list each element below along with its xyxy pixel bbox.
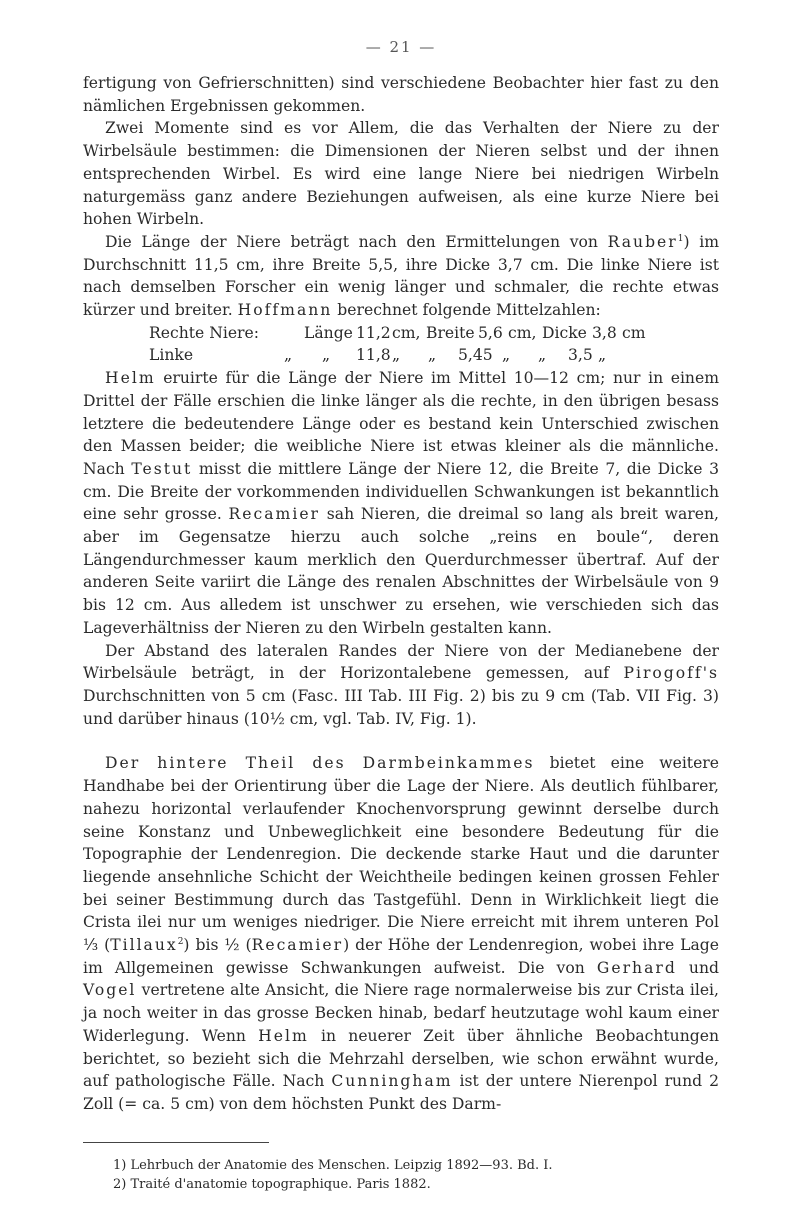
footnote-ref-1: 1 bbox=[677, 233, 684, 244]
author-pirogoff: Pirogoff's bbox=[623, 664, 719, 683]
body-text bbox=[83, 72, 719, 1116]
section-lead: Der hintere Theil des Darmbeinkammes bbox=[105, 754, 535, 773]
paragraph-2: Zwei Momente sind es vor Allem, die das Verhalten der Niere zu der Wirbelsäule bestimmen: die Dimensionen der Nieren selbst und der ihnen entsprechenden Wirbel. Es wird eine lange Niere bei niedrigen Wirbeln naturgemäss ganz andere Beziehungen aufweisen, als eine kurze Niere bei hohen Wirbeln. bbox=[83, 119, 719, 229]
paragraph-6: Der hintere Theil des Darmbeinkammes bietet eine weitere Handhabe bei der Orientirung über die Lage der Niere. Als deutlich fühlbarer, nahezu horizontal verlaufender Knochenvorsprung gewinnt derselbe durch seine Konstanz und Unbeweglichkeit eine besondere Bedeutung für die Topographie der Lendenregion. Die deckende starke Haut und die darunter liegende ansehnliche Schicht der Weichtheile bedingen keinen grossen Fehler bei seiner Bestimmung durch das Tastgefühl. Denn in Wirklichkeit liegt die Crista ilei nur um weniges niedriger. Die Niere erreicht mit ihrem unteren Pol ⅓ (Tillaux$^2$) bis ½ (Recamier) der Höhe der Lendenregion, wobei ihre Lage im Allgemeinen gewisse Schwankungen aufweist. Die von Gerhard und Vogel vertretene alte Ansicht, die Niere rage normalerweise bis zur Crista ilei, ja noch weiter in das grosse Becken hinab, bedarf heutzutage wohl kaum einer Widerlegung. Wenn Helm in neuerer Zeit über ähnliche Beobachtungen berichtet, so bezieht sich die Mehrzahl derselben, wie schon erwähnt wurde, auf pathologische Fälle. Nach Cunningham ist der untere Nierenpol rund 2 Zoll (= ca. 5 cm) von dem höchsten Punkt des Darm- bbox=[83, 754, 720, 1113]
footnote-2: 2) Traité d'anatomie topographique. Paris 1882. bbox=[113, 1176, 431, 1192]
author-cunningham: Cunningham bbox=[331, 1072, 453, 1091]
table-row-left-kidney: Linke „ „ 11,8 „ „ 5,45 „ „ 3,5 „ bbox=[149, 346, 607, 365]
author-hoffmann: Hoffmann bbox=[237, 301, 333, 320]
paragraph-4: Helm eruirte für die Länge der Niere im Mittel 10—12 cm; nur in einem Drittel der Fälle erschien die linke länger als die rechte, in den übrigen besass letztere die bedeutendere Länge oder es bestand kein Unterschied zwischen den Massen beider; die weibliche Niere ist etwas kleiner als die männliche. Nach Testut misst die mittlere Länge der Niere 12, die Breite 7, die Dicke 3 cm. Die Breite der vorkommenden individuellen Schwankungen ist bekanntlich eine sehr grosse. Recamier sah Nieren, die dreimal so lang als breit waren, aber im Gegensatze hierzu auch solche „reins en boule“, deren Längendurchmesser kaum merklich den Querdurchmesser übertraf. Auf der anderen Seite variirt die Länge des renalen Abschnittes der Wirbelsäule von 9 bis 12 cm. Aus alledem ist unschwer zu ersehen, wie verschieden sich das Lageverhältniss der Nieren zu den Wirbeln gestalten kann. bbox=[83, 369, 719, 637]
paragraph-gap bbox=[83, 730, 719, 752]
paragraph-1: fertigung von Gefrierschnitten) sind verschiedene Beobachter hier fast zu den nämlichen Ergebnissen gekommen. bbox=[83, 74, 719, 115]
page-number: — 21 — bbox=[365, 38, 437, 56]
author-recamier: Recamier bbox=[228, 505, 321, 524]
author-helm-2: Helm bbox=[258, 1026, 309, 1045]
author-gerhard: Gerhard bbox=[596, 958, 677, 977]
author-vogel: Vogel bbox=[83, 981, 137, 1000]
footnotes bbox=[83, 1157, 553, 1194]
footnote-ref-2: 2 bbox=[177, 936, 184, 947]
footnote-divider bbox=[83, 1142, 269, 1143]
author-tillaux: Tillaux bbox=[110, 936, 178, 955]
footnote-1: 1) Lehrbuch der Anatomie des Menschen. Leipzig 1892—93. Bd. I. bbox=[113, 1158, 553, 1173]
author-rauber: Rauber bbox=[607, 232, 678, 251]
author-helm: Helm bbox=[105, 369, 156, 388]
author-recamier-2: Recamier bbox=[251, 936, 344, 955]
author-testut: Testut bbox=[131, 459, 193, 478]
paragraph-5: Der Abstand des lateralen Randes der Niere von der Medianebene der Wirbelsäule beträgt, in der Horizontalebene gemessen, auf Pirogoff's Durchschnitten von 5 cm (Fasc. III Tab. III Fig. 2) bis zu 9 cm (Tab. VII Fig. 3) und darüber hinaus (10½ cm, vgl. Tab. IV, Fig. 1). bbox=[83, 641, 719, 728]
paragraph-3: Die Länge der Niere beträgt nach den Ermittelungen von Rauber$^1$) im Durchschnitt 11,5 cm, ihre Breite 5,5, ihre Dicke 3,7 cm. Die linke Niere ist nach demselben Forscher ein wenig länger und schmaler, die rechte etwas kürzer und breiter. Hoffmann berechnet folgende Mittelzahlen: bbox=[83, 232, 719, 320]
table-row-right-kidney: Rechte Niere: Länge 11,2 cm, Breite 5,6 cm, Dicke 3,8 cm bbox=[149, 323, 646, 342]
